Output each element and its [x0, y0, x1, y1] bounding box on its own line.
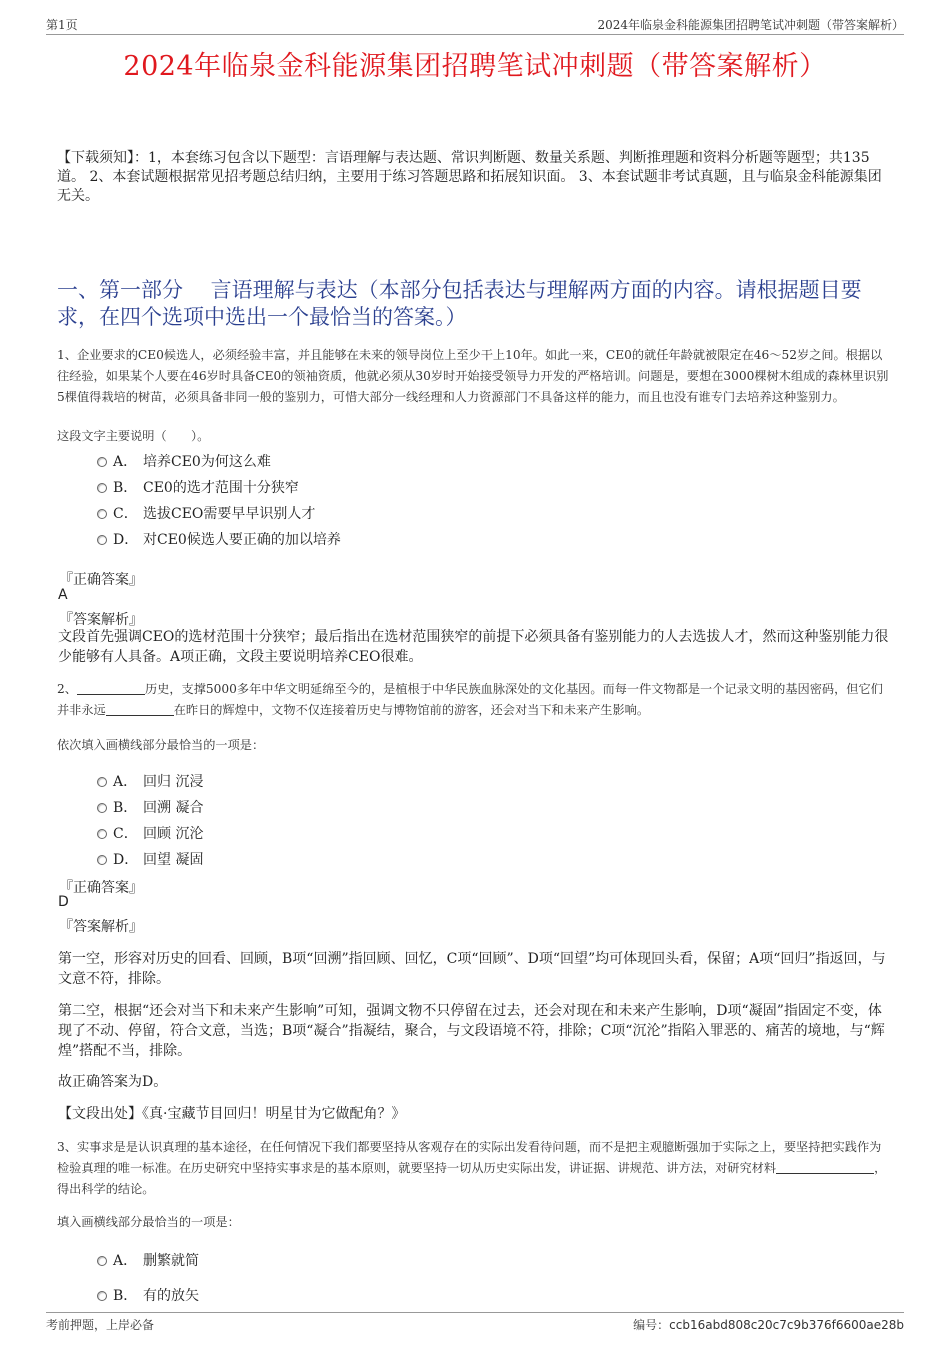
header-doc-title: 2024年临泉金科能源集团招聘笔试冲刺题（带答案解析） [597, 18, 904, 32]
question-1-stem: 1、企业要求的CE0候选人，必须经验丰富，并且能够在未来的领导岗位上至少干上10年。如此一来，CE0的就任年龄就被限定在46～52岁之间。根据以往经验，如果某个人要在46岁时具备CE0的领袖资质，他就必须从30岁时开始接受领导力开发的严格培训。问题是，要想在3000棵树木组成的森林里识别5棵值得栽培的树苗，必须具备非同一般的鉴别力，可惜大部分一线经理和人力资源部门不具备这样的能力，而且也没有谁专门去培养这种鉴别力。 [57, 348, 889, 404]
q3-option-b[interactable]: B． 有的放矢 [97, 1285, 199, 1305]
radio-icon[interactable] [97, 535, 107, 545]
question-1-prompt: 这段文字主要说明（ ）。 [57, 429, 210, 443]
page-footer [46, 1312, 904, 1333]
q2-option-b[interactable]: B． 回溯 凝合 [97, 797, 203, 817]
q2-option-a[interactable]: A． 回归 沉浸 [97, 771, 203, 791]
q1-option-a[interactable]: A． 培养CE0为何这么难 [97, 451, 271, 471]
radio-icon[interactable] [97, 1256, 107, 1266]
q1-analysis: 文段首先强调CEO的选材范围十分狭窄；最后指出在选材范围狭窄的前提下必须具备有鉴别能力的人去选拔人才，然而这种鉴别能力很少能够有人具备。A项正确，文段主要说明培养CEO很难。 [58, 629, 889, 665]
radio-icon[interactable] [97, 803, 107, 813]
q2-option-d[interactable]: D． 回望 凝固 [97, 849, 203, 869]
section-heading: 一、第一部分 言语理解与表达（本部分包括表达与理解两方面的内容。请根据题目要求，在四个选项中选出一个最恰当的答案。） [57, 278, 862, 329]
radio-icon[interactable] [97, 457, 107, 467]
q2-conclusion: 故正确答案为D。 [58, 1074, 168, 1090]
radio-icon[interactable] [97, 1291, 107, 1301]
q2-analysis-label: 『答案解析』 [59, 919, 143, 935]
fill-blank [776, 1161, 874, 1174]
radio-icon[interactable] [97, 855, 107, 865]
q1-option-b[interactable]: B． CE0的选才范围十分狭窄 [97, 477, 299, 497]
page-header [46, 14, 904, 35]
q1-answer-label: 『正确答案』 [59, 572, 143, 588]
fill-blank [77, 682, 145, 695]
question-3-stem: 3、实事求是是认识真理的基本途径，在任何情况下我们都要坚持从客观存在的实际出发看待问题，而不是把主观臆断强加于实际之上，要坚持把实践作为检验真理的唯一标准。在历史研究中坚持实事求是的基本原则，就要坚持一切从历史实际出发，讲证据、讲规范、讲方法，对研究材料 ，得出科学的结论。 [57, 1140, 887, 1196]
page-number: 第1页 [46, 18, 78, 32]
download-notice: 【下载须知】：1，本套练习包含以下题型：言语理解与表达题、常识判断题、数量关系题、判断推理题和资料分析题等题型；共135道。 2、本套试题根据常见招考题总结归纳，主要用于练习答题思路和拓展知识面。 3、本套试题非考试真题，且与临泉金科能源集团无关。 [57, 150, 882, 204]
fill-blank [106, 703, 174, 716]
question-2-prompt: 依次填入画横线部分最恰当的一项是： [57, 738, 265, 752]
q1-analysis-label: 『答案解析』 [59, 612, 143, 628]
q2-answer-label: 『正确答案』 [59, 880, 143, 896]
q2-analysis-p2: 第二空，根据“还会对当下和未来产生影响”可知，强调文物不只停留在过去，还会对现在和未来产生影响，D项“凝固”指固定不变，体现了不动、停留，符合文意，当选；B项“凝合”指凝结，聚合，与文段语境不符，排除；C项“沉沦”指陷入罪恶的、痛苦的境地，与“辉煌”搭配不当，排除。 [58, 1003, 885, 1059]
radio-icon[interactable] [97, 509, 107, 519]
radio-icon[interactable] [97, 829, 107, 839]
q2-answer: D [58, 894, 69, 910]
footer-code: 编号：ccb16abd808c20c7c9b376f6600ae28b [633, 1318, 904, 1332]
q2-analysis-p1: 第一空，形容对历史的回看、回顾，B项“回溯”指回顾、回忆，C项“回顾”、D项“回望”均可体现回头看，保留；A项“回归”指返回，与文意不符，排除。 [58, 951, 886, 987]
page-title: 2024年临泉金科能源集团招聘笔试冲刺题（带答案解析） [123, 51, 827, 82]
radio-icon[interactable] [97, 483, 107, 493]
q2-source: 【文段出处】《真·宝藏节目回归！明星甘为它做配角？》 [58, 1106, 406, 1122]
q1-option-d[interactable]: D． 对CE0候选人要正确的加以培养 [97, 529, 341, 549]
q2-option-c[interactable]: C． 回顾 沉沦 [97, 823, 203, 843]
q3-option-a[interactable]: A． 删繁就简 [97, 1250, 199, 1270]
question-2-stem: 2、 历史，支撑5000多年中华文明延绵至今的，是植根于中华民族血脉深处的文化基因。而每一件文物都是一个记录文明的基因密码，但它们并非永远 在昨日的辉煌中，文物不仅连接着历史与博物馆前的游客，还会对当下和未来产生影响。 [57, 682, 883, 717]
footer-slogan: 考前押题，上岸必备 [46, 1318, 155, 1332]
q1-option-c[interactable]: C． 选拔CEO需要早早识别人才 [97, 503, 315, 523]
q1-answer: A [58, 587, 68, 603]
question-3-prompt: 填入画横线部分最恰当的一项是： [57, 1215, 240, 1229]
radio-icon[interactable] [97, 777, 107, 787]
